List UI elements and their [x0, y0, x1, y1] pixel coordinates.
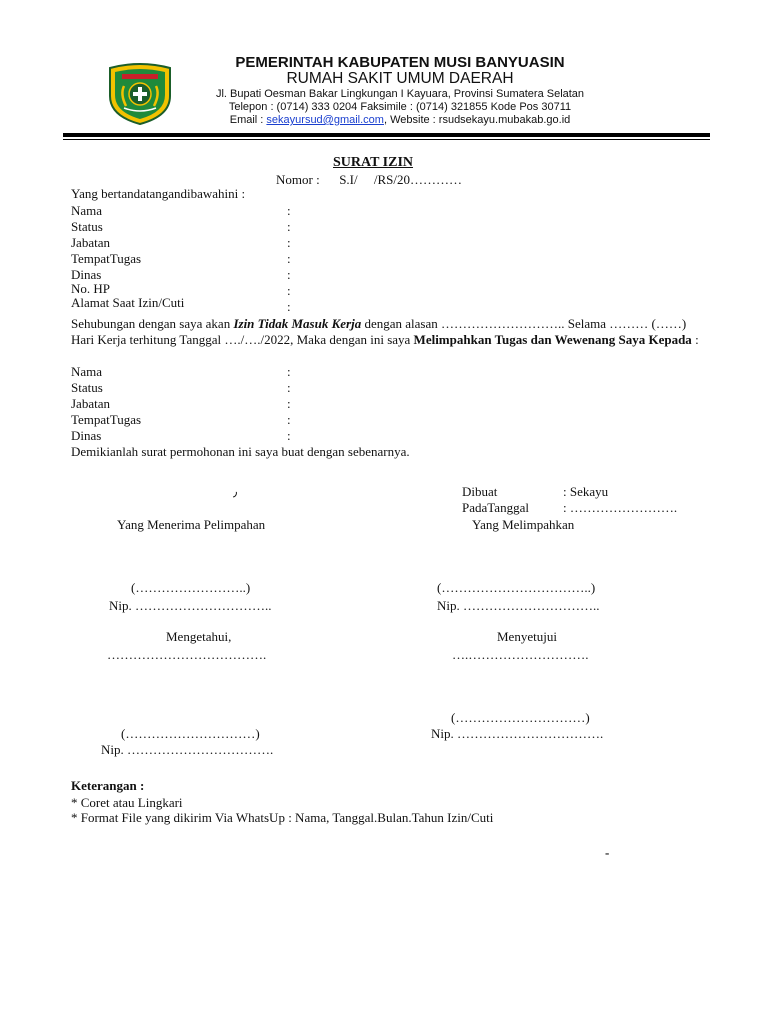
- acknowledger-nip-line: Nip. …………………………….: [101, 742, 274, 757]
- paragraph-leave-type: Izin Tidak Masuk Kerja: [233, 316, 362, 331]
- intro-text: Yang bertandatangandibawahini :: [71, 186, 246, 201]
- delegate-colon-status: :: [287, 380, 291, 395]
- receiver-name-line: (……………………..): [131, 580, 251, 595]
- letterhead-contact: [190, 114, 610, 126]
- signer-colon-jabatan: :: [287, 235, 291, 250]
- delegate-colon-nama: :: [287, 364, 291, 379]
- signer-colon-status: :: [287, 219, 291, 234]
- acknowledge-dotted-line: ……………………………….: [107, 647, 267, 662]
- delegate-label-status: Status: [71, 380, 103, 395]
- signer-label-alamat: Alamat Saat Izin/Cuti: [71, 295, 185, 310]
- made-at-value: : Sekayu: [563, 484, 609, 499]
- delegate-colon-tempat-tugas: :: [287, 412, 291, 427]
- website-text: , Website : rsudsekayu.mubakab.go.id: [383, 114, 571, 126]
- stray-mark: ٫: [233, 484, 238, 499]
- letterhead-phone: Telepon : (0714) 333 0204 Faksimile : (0714) 321855 Kode Pos 30711: [228, 101, 572, 113]
- signer-label-dinas: Dinas: [71, 267, 102, 282]
- signer-label-jabatan: Jabatan: [71, 235, 110, 250]
- signer-colon-tempat-tugas: :: [287, 251, 291, 266]
- made-date-value: : …………………….: [563, 500, 678, 515]
- notes-item-1: * Coret atau Lingkari: [71, 795, 183, 810]
- giver-name-line: (……………………………..): [437, 580, 596, 595]
- approve-dotted-line: ….……………………….: [452, 647, 589, 662]
- signer-colon-alamat: :: [287, 299, 291, 314]
- signer-label-nama: Nama: [71, 203, 103, 218]
- email-label: Email :: [229, 114, 267, 126]
- footer-mark: -: [605, 845, 610, 860]
- delegate-colon-dinas: :: [287, 428, 291, 443]
- receiver-title: Yang Menerima Pelimpahan: [117, 517, 266, 532]
- document-title: SURAT IZIN: [333, 155, 414, 170]
- regency-emblem-logo: [104, 62, 176, 126]
- notes-item-2: * Format File yang dikirim Via WhatsUp : Nama, Tanggal.Bulan.Tahun Izin/Cuti: [71, 810, 494, 825]
- letterhead-divider-thin: [63, 139, 710, 140]
- made-date-label: PadaTanggal: [462, 500, 529, 515]
- receiver-nip-line: Nip. …………………………..: [109, 598, 272, 613]
- giver-nip-line: Nip. …………………………..: [437, 598, 600, 613]
- letterhead-divider-thick: [63, 133, 710, 137]
- acknowledge-title: Mengetahui,: [166, 629, 232, 644]
- signer-colon-dinas: :: [287, 267, 291, 282]
- letterhead-hospital: RUMAH SAKIT UMUM DAERAH: [286, 70, 514, 87]
- closing-statement: Demikianlah surat permohonan ini saya buat dengan sebenarnya.: [71, 444, 410, 459]
- letterhead-government: PEMERINTAH KABUPATEN MUSI BANYUASIN: [235, 54, 565, 71]
- notes-heading: Keterangan :: [71, 778, 145, 793]
- signer-label-no-hp: No. HP: [71, 281, 111, 296]
- signer-colon-nama: :: [287, 203, 291, 218]
- made-at-label: Dibuat: [462, 484, 498, 499]
- delegate-label-jabatan: Jabatan: [71, 396, 110, 411]
- giver-title: Yang Melimpahkan: [472, 517, 575, 532]
- delegate-label-nama: Nama: [71, 364, 103, 379]
- document-number: Nomor : S.I/ /RS/20…………: [276, 172, 462, 187]
- paragraph-delegation-phrase: Melimpahkan Tugas dan Wewenang Saya Kepada: [413, 332, 692, 347]
- signer-label-status: Status: [71, 219, 103, 234]
- paragraph-part-3: dengan alasan ……………………….. Selama ……… (……) Hari Kerja terhitung Tanggal …./…./2022, Maka dengan ini saya: [71, 316, 687, 347]
- paragraph-part-5: :: [691, 332, 699, 347]
- email-link[interactable]: sekayursud@gmail.com: [266, 114, 384, 126]
- signer-colon-no-hp: :: [287, 283, 291, 298]
- approve-title: Menyetujui: [497, 629, 557, 644]
- signer-label-tempat-tugas: TempatTugas: [71, 251, 142, 266]
- letterhead-address: Jl. Bupati Oesman Bakar Lingkungan I Kayuara, Provinsi Sumatera Selatan: [215, 88, 585, 100]
- delegate-colon-jabatan: :: [287, 396, 291, 411]
- delegate-label-dinas: Dinas: [71, 428, 102, 443]
- approver-name-line: (…………………………): [451, 710, 590, 725]
- approver-nip-line: Nip. …………………………….: [431, 726, 604, 741]
- acknowledger-name-line: (…………………………): [121, 726, 260, 741]
- delegation-paragraph: [71, 316, 701, 348]
- delegate-label-tempat-tugas: TempatTugas: [71, 412, 142, 427]
- paragraph-part-1: Sehubungan dengan saya akan: [71, 316, 234, 331]
